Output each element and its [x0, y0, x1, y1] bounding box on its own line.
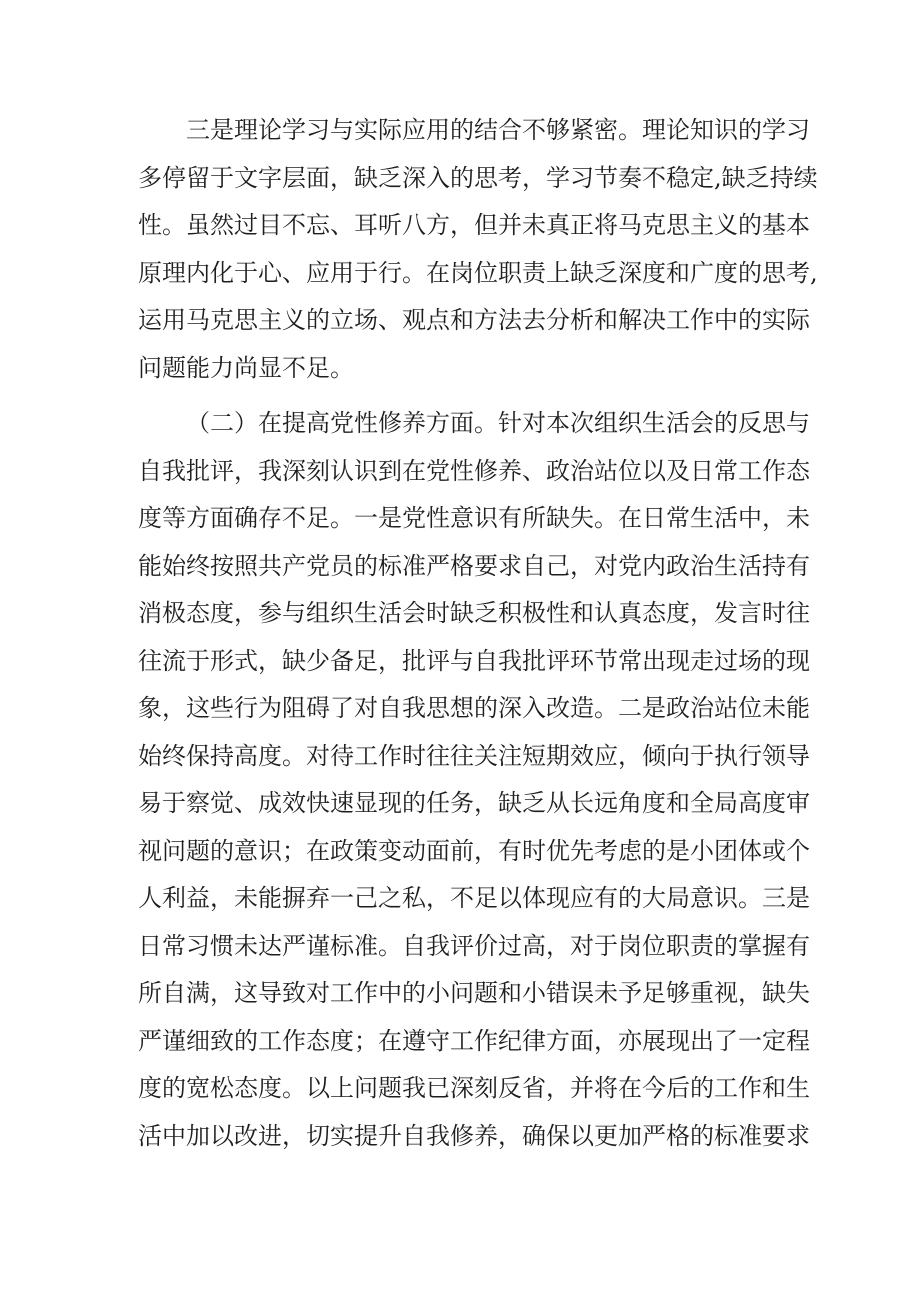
text-line: 所自满，这导致对工作中的小问题和小错误未予足够重视，缺失: [138, 979, 810, 1007]
paragraph-theory-study: [138, 107, 818, 392]
text-line: 象，这些行为阻碍了对自我思想的深入改造。二是政治站位未能: [138, 694, 810, 722]
text-line: 原理内化于心、应用于行。在岗位职责上缺乏深度和广度的思考,: [138, 258, 818, 287]
text-line: 度的宽松态度。以上问题我已深刻反省，并将在今后的工作和生: [138, 1074, 810, 1102]
text-line: 三是理论学习与实际应用的结合不够紧密。理论知识的学习: [186, 116, 810, 144]
paragraph-party-cultivation: [138, 400, 810, 1160]
text-line: 易于察觉、成效快速显现的任务，缺乏从长远角度和全局高度审: [138, 789, 810, 817]
text-line: 活中加以改进，切实提升自我修养，确保以更加严格的标准要求: [138, 1121, 810, 1150]
text-line: 自我批评，我深刻认识到在党性修养、政治站位以及日常工作态: [138, 456, 810, 485]
text-line: 日常习惯未达严谨标准。自我评价过高，对于岗位职责的掌握有: [138, 931, 810, 960]
text-line: 消极态度，参与组织生活会时缺乏积极性和认真态度，发言时往: [138, 599, 810, 627]
text-line: 人利益，未能摒弃一己之私，不足以体现应有的大局意识。三是: [138, 884, 810, 912]
text-line: 能始终按照共产党员的标准严格要求自己，对党内政治生活持有: [138, 551, 810, 580]
text-line: 始终保持高度。对待工作时往往关注短期效应，倾向于执行领导: [138, 741, 810, 770]
text-line: 严谨细致的工作态度；在遵守工作纪律方面，亦展现出了一定程: [138, 1026, 810, 1055]
text-line: 视问题的意识；在政策变动面前，有时优先考虑的是小团体或个: [138, 836, 810, 865]
text-line: 问题能力尚显不足。: [138, 353, 354, 382]
text-line: 性。虽然过目不忘、耳听八方，但并未真正将马克思主义的基本: [138, 211, 810, 239]
text-line: 多停留于文字层面，缺乏深入的思考，学习节奏不稳定,缺乏持续: [138, 163, 818, 192]
text-line: （二）在提高党性修养方面。针对本次组织生活会的反思与: [186, 409, 810, 437]
text-line: 运用马克思主义的立场、观点和方法去分析和解决工作中的实际: [138, 306, 810, 334]
text-line: 往流于形式，缺少备足，批评与自我批评环节常出现走过场的现: [138, 646, 810, 675]
text-line: 度等方面确存不足。一是党性意识有所缺失。在日常生活中，未: [138, 504, 810, 532]
